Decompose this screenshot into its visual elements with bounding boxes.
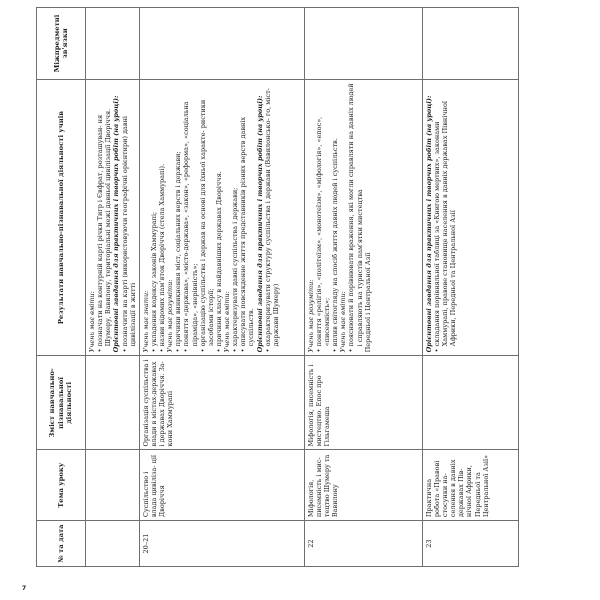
table-row <box>422 8 518 567</box>
header-num: № та дата <box>37 521 86 567</box>
lesson-results <box>139 79 304 356</box>
interdisciplinary-links <box>422 8 518 80</box>
lesson-content: Організація суспільства і влади в містах-державах і державах Дворіччя. За- кони Хаммурапі <box>139 356 304 450</box>
result-task-heading: Орієнтовні завдання для практичних і творчих робіт (на уроці): <box>424 95 433 353</box>
lesson-results <box>304 79 422 356</box>
result-task-heading: Орієнтовні завдання для практичних і творчих робіт (на уроці): <box>112 95 121 353</box>
result-bullet: • укладення кодексу законів Хаммурапі; <box>150 83 158 353</box>
lesson-number: 20–21 <box>139 521 304 567</box>
lesson-topic: Практична робота «Правові стосунки на- селення в давніх державах Пів- нічної Африки, Передньої та Центральної Азії» <box>422 450 518 521</box>
interdisciplinary-links <box>304 8 422 80</box>
result-bullet: • поняття «держава», «місто-держава», «закон», «реформа», «соціальна піраміда», «нерівність»; <box>182 83 198 353</box>
table-header-row <box>37 8 86 567</box>
page-number: 7 <box>22 585 27 592</box>
result-label: Учень має вміти: <box>88 291 96 353</box>
result-bullet: • організацію суспільства і держав на основі для їхньої характе- ристики засобами історії; <box>199 83 215 353</box>
lesson-topic: Міфологія, писемність і мис- тецтво Шумеру та Вавилону <box>304 450 422 521</box>
table-row <box>139 8 304 567</box>
rotated-table-wrapper <box>36 7 511 567</box>
result-bullet: • позначити на карті (використовуючи географічні орієнтири) давні цивілізації в житті <box>121 83 137 353</box>
header-topic: Тема уроку <box>37 450 86 521</box>
result-task-heading: Орієнтовні завдання для практичних і творчих робіт (на уроці): <box>255 95 264 353</box>
result-bullet: • пояснювати й порівнювати враження, які могли справляти на давніх людей і справляють на туристів пам'ятки мистецтва <box>347 83 363 353</box>
interdisciplinary-links <box>86 8 140 80</box>
interdisciplinary-links <box>139 8 304 80</box>
curriculum-table <box>36 7 519 567</box>
lesson-results <box>86 79 140 356</box>
result-label: Учень має розуміти: <box>306 279 315 353</box>
result-bullet: • складання порівняльної таблиці за «Книгою мертвих», законами Хаммурапі, правове становище населення в давніх державах Північної Африки, Передньої та Центральної Азії <box>433 83 457 353</box>
result-label: Учень має вміти: <box>339 291 348 353</box>
header-links: Міжпредметні зв'язки <box>37 8 86 80</box>
lesson-number: 22 <box>304 521 422 567</box>
result-label: Учень має вміти: <box>223 291 231 353</box>
lesson-results <box>422 79 518 356</box>
result-text: Передньої і Центральної Азії <box>363 252 372 353</box>
result-label: Учень має розуміти: <box>166 279 175 353</box>
result-bullet: • позначати на контурній карті річки Тигр і Євфрат, розташуван- ня Шумеру, Вавилону, територіальні межі давньої цивілізації Дворіччя. <box>96 83 112 353</box>
result-bullet: • назви відомих пам'яток Дворіччя (стела Хаммурапі). <box>158 83 166 353</box>
lesson-content <box>86 356 140 450</box>
table-row <box>86 8 140 567</box>
lesson-content <box>422 356 518 450</box>
header-results: Результати навчально-пізнавальної діяльності учнів <box>37 79 86 356</box>
header-content: Зміст навчально-пізнавальної діяльності <box>37 356 86 450</box>
lesson-topic: Суспільство і влада цивіліза- ції Дворіччя <box>139 450 304 521</box>
result-bullet: • поняття «релігія», «політеїзм», «монотеїзм», «міфологія», «епос», «писемність»; <box>315 83 331 353</box>
result-bullet: • описувати повсякденне життя представників різних верств давніх суспільств. <box>239 83 255 353</box>
result-bullet: • охарактеризувати структуру суспільства і держави (Вавилонсько- го, міст-держави Шумеру) <box>264 83 280 353</box>
lesson-topic <box>86 450 140 521</box>
result-bullet: • вплив світогляду на спосіб життя давніх людей і суспільств. <box>331 83 339 353</box>
result-bullet: • причини класу в найдавніших державах Дворіччя. <box>215 83 223 353</box>
table-row <box>304 8 422 567</box>
result-bullet: • причини виникнення міст, соціальних верств і держави; <box>174 83 182 353</box>
lesson-number <box>86 521 140 567</box>
lesson-number: 23 <box>422 521 518 567</box>
result-bullet: • характеризувати давні суспільства і держави; <box>231 83 239 353</box>
result-label: Учень має знати: <box>141 290 150 353</box>
lesson-content: Міфологія, писемність і мистецтво. Епос про Гільгамеша <box>304 356 422 450</box>
